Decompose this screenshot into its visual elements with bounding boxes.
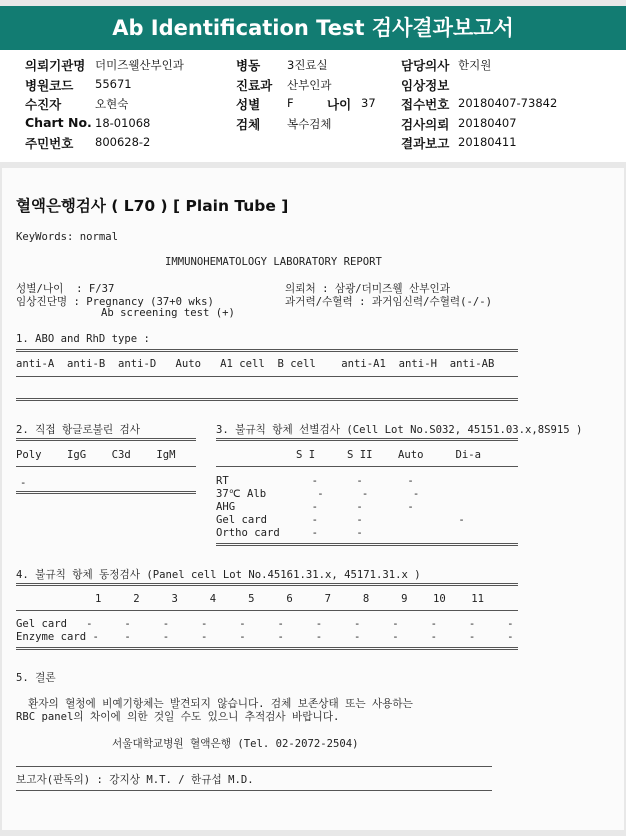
info-label-receipt-no: 접수번호 [401,97,450,112]
section-4-title: 4. 불규칙 항체 동정검사 (Panel cell Lot No.45161.31.x, 45171.31.x ) [16,569,421,581]
info-value-specimen: 복수검체 [287,117,332,131]
info-label-hospital-code: 병원코드 [25,78,74,93]
divider [16,349,518,352]
info-label-specimen: 검체 [236,117,261,132]
section-2-title: 2. 직접 항글로불린 검사 [16,424,140,436]
info-value-patient: 오현숙 [95,97,129,111]
keywords-line: KeyWords: normal [16,231,119,243]
info-value-chart-no: 18-01068 [95,116,151,130]
divider [216,466,518,467]
panel-column-headers: 1 2 3 4 5 6 7 8 9 10 11 [95,593,485,605]
reporter-line: 보고자(판독의) : 강지상 M.T. / 한규섭 M.D. [16,774,254,786]
screening-row: AHG - - - [216,501,414,513]
info-label-ward: 병동 [236,58,261,73]
divider [16,583,518,586]
screening-row: Ortho card - - [216,527,363,539]
info-label-patient: 수진자 [25,97,62,112]
conclusion-line-1: 환자의 혈청에 비예기항체는 발견되지 않습니다. 검체 보존상태 또는 사용하는 [28,698,413,710]
info-value-doctor: 한지원 [458,58,492,72]
screening-row: RT - - - [216,475,414,487]
info-label-department: 진료과 [236,78,273,93]
section-5-title: 5. 결론 [16,672,56,684]
info-value-report-date: 20180411 [458,135,517,149]
lab-report-header: IMMUNOHEMATOLOGY LABORATORY REPORT [165,256,382,268]
diagnosis-line: 임상진단명 : Pregnancy (37+0 wks) [16,296,214,308]
section-3-title: 3. 불규칙 항체 선별검사 (Cell Lot No.S032, 45151.03.x,8S915 ) [216,424,583,436]
section-1-title: 1. ABO and RhD type : [16,333,150,345]
screening-column-headers: S I S II Auto Di-a [296,449,481,461]
divider [16,466,196,467]
info-label-request-date: 검사의뢰 [401,117,450,132]
screening-row: Gel card - - - [216,514,465,526]
client-line: 의뢰처 : 삼광/더미즈웰 산부인과 [285,283,450,295]
divider [16,647,518,650]
divider [16,610,518,611]
report-banner-title: Ab Identification Test 검사결과보고서 [0,6,626,50]
screening-row: 37℃ Alb - - - [216,488,420,500]
info-label-resident-no: 주민번호 [25,136,74,151]
info-value-age: 37 [361,96,376,110]
info-value-sex: F [287,96,294,110]
divider [16,376,518,377]
info-value-request-date: 20180407 [458,116,517,130]
dat-result: - [20,477,27,489]
divider [216,438,518,441]
info-label-client: 의뢰기관명 [25,58,86,73]
info-value-receipt-no: 20180407-73842 [458,96,558,110]
info-label-age: 나이 [327,97,352,112]
info-label-doctor: 담당의사 [401,58,450,73]
dat-column-headers: Poly IgG C3d IgM [16,449,176,461]
divider [16,766,492,767]
divider [216,543,518,546]
patient-info-panel [0,50,626,162]
info-label-sex: 성별 [236,97,261,112]
panel-row: Enzyme card - - - - - - - - - - - - [16,631,514,643]
divider [16,790,492,791]
divider [16,398,518,401]
info-value-client: 더미즈웰산부인과 [95,58,184,72]
info-value-department: 산부인과 [287,78,332,92]
info-label-clinical-info: 임상정보 [401,78,450,93]
divider [16,491,196,494]
report-title: 혈액은행검사 ( L70 ) [ Plain Tube ] [16,197,289,215]
history-line: 과거력/수혈력 : 과거임신력/수혈력(-/-) [285,296,493,308]
diagnosis-line-2: Ab screening test (+) [101,307,235,319]
panel-row: Gel card - - - - - - - - - - - - [16,618,514,630]
info-label-report-date: 결과보고 [401,136,450,151]
sex-age-line: 성별/나이 : F/37 [16,283,115,295]
info-value-ward: 3진료실 [287,58,328,72]
info-label-chart-no: Chart No. [25,115,92,130]
conclusion-line-2: RBC panel의 차이에 의한 것일 수도 있으니 추적검사 바랍니다. [16,711,340,723]
abo-column-headers: anti-A anti-B anti-D Auto A1 cell B cell anti-A1 anti-H anti-AB [16,358,495,370]
info-value-hospital-code: 55671 [95,77,132,91]
divider [16,438,196,441]
hospital-contact: 서울대학교병원 혈액은행 (Tel. 02-2072-2504) [112,738,359,750]
info-value-resident-no: 800628-2 [95,135,151,149]
